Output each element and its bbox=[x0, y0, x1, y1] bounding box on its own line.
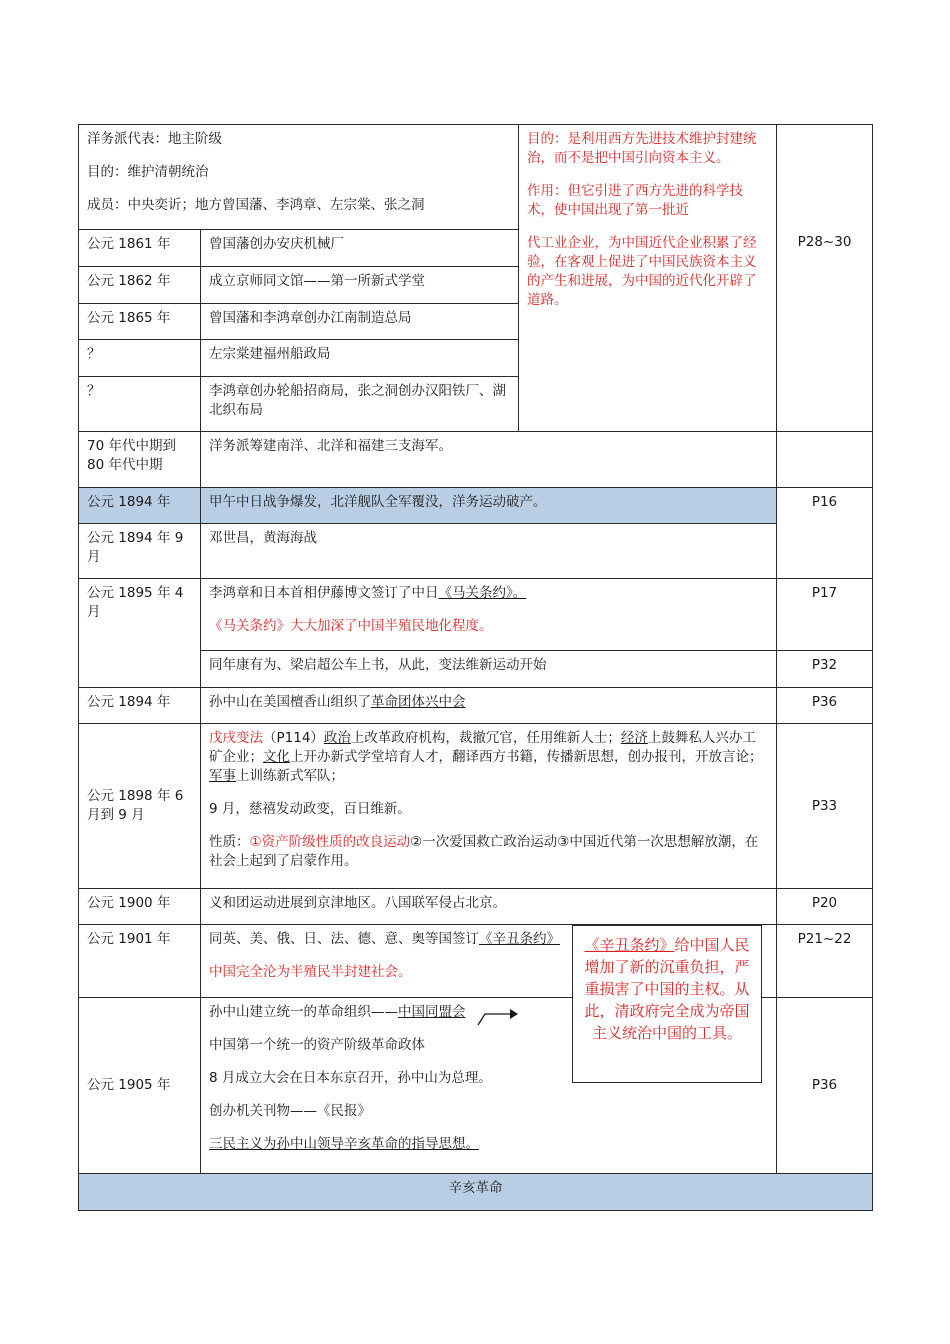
tongmeng-text: 孙中山建立统一的革命组织—— bbox=[209, 1004, 398, 1020]
tongmeng-principle: 三民主义为孙中山领导辛亥革命的指导思想。 bbox=[209, 1136, 479, 1152]
wuxu-culture: 文化 bbox=[263, 749, 290, 765]
tongmeng-founding: 8 月成立大会在日本东京召开，孙中山为总理。 bbox=[209, 1070, 492, 1086]
event-text: 曾国藩和李鸿章创办江南制造总局 bbox=[200, 303, 519, 340]
tongmeng-page-text: P36 bbox=[811, 1077, 838, 1093]
yangwu-eval-goal: 目的：是利用西方先进技术维护封建统治，而不是把中国引向资本主义。 bbox=[527, 131, 757, 166]
event-date: ？ bbox=[78, 339, 201, 377]
event-date: 公元 1865 年 bbox=[78, 303, 201, 340]
tongmeng-paper: 创办机关刊物——《民报》 bbox=[209, 1103, 371, 1119]
tongmeng-org: 中国同盟会 bbox=[398, 1004, 466, 1020]
navy-date: 70 年代中期到 80 年代中期 bbox=[78, 431, 201, 488]
wuxu-title: 戊戌变法 bbox=[209, 730, 263, 746]
event-text: 成立京师同文馆——第一所新式学堂 bbox=[200, 266, 519, 304]
boxer-page-ref: P20 bbox=[776, 888, 873, 925]
xinchou-treaty-name: 《辛丑条约》 bbox=[479, 931, 560, 947]
wuxu-nature-2: ②一次爱国救亡政治运动③中国近代第一次思想解放潮，在社会上起到了启蒙作用。 bbox=[209, 834, 759, 869]
event-text: 曾国藩创办安庆机械厂 bbox=[200, 229, 519, 267]
tongmeng-date-text: 公元 1905 年 bbox=[87, 1077, 171, 1093]
yangwu-eval-effect-1: 作用：但它引进了西方先进的科学技术，使中国出现了第一批近 bbox=[527, 183, 743, 218]
treaty1895-date: 公元 1895 年 4 月 bbox=[78, 578, 201, 688]
yangwu-eval-effect-2: 代工业企业，为中国近代企业积累了经验，在客观上促进了中国民族资本主义的产生和进展，为中国的近代化开辟了道路。 bbox=[527, 235, 757, 308]
xinchou-effect: 中国完全沦为半殖民半封建社会。 bbox=[209, 964, 412, 980]
xinchou-callout bbox=[572, 925, 762, 1083]
xingzhong-text: 孙中山在美国檀香山组织了 bbox=[209, 694, 371, 710]
callout-text: 给中国人民增加了新的沉重负担，严重损害了中国的主权。从此，清政府完全成为帝国主义统治中国的工具。 bbox=[584, 936, 750, 1042]
wuxu-nature-1: ①资产阶级性质的改良运动 bbox=[249, 834, 411, 850]
battle-date: 公元 1894 年 9 月 bbox=[78, 523, 201, 579]
wuxu-economy: 经济 bbox=[620, 730, 648, 746]
wuxu-ref: （P114） bbox=[263, 730, 324, 746]
yangwu-representative: 洋务派代表：地主阶级 bbox=[87, 131, 222, 147]
xingzhong-date: 公元 1894 年 bbox=[78, 687, 201, 724]
xinchou-page-ref: P21~22 bbox=[776, 924, 873, 998]
event-date: 公元 1861 年 bbox=[78, 229, 201, 267]
war1894-date: 公元 1894 年 bbox=[78, 487, 201, 524]
callout-treaty-name: 《辛丑条约》 bbox=[584, 936, 675, 954]
xingzhong-page-ref: P36 bbox=[776, 687, 873, 724]
wuxu-coup: 9 月，慈禧发动政变，百日维新。 bbox=[209, 801, 411, 817]
wuxu-military-text: 上训练新式军队； bbox=[236, 768, 344, 784]
footer-title: 辛亥革命 bbox=[448, 1180, 503, 1196]
battle-text: 邓世昌，黄海海战 bbox=[200, 523, 777, 579]
treaty1895-text: 李鸿章和日本首相伊藤博文签订了中日 bbox=[209, 585, 439, 601]
wuxu-military: 军事 bbox=[209, 768, 236, 784]
xinchou-text: 同英、美、俄、日、法、德、意、奥等国签订 bbox=[209, 931, 479, 947]
wuxu-page-text: P33 bbox=[811, 797, 838, 814]
wuxu-culture-text: 上开办新式学堂培育人才，翻译西方书籍，传播新思想，创办报刊，开放言论； bbox=[290, 749, 763, 765]
kang-text: 同年康有为、梁启超公车上书，从此，变法维新运动开始 bbox=[200, 650, 777, 688]
xingzhong-org: 革命团体兴中会 bbox=[371, 694, 466, 710]
wuxu-politics-text: 上改革政府机构，裁撤冗官，任用维新人士； bbox=[350, 730, 621, 746]
xinchou-date: 公元 1901 年 bbox=[78, 924, 201, 998]
wuxu-politics: 政治 bbox=[323, 730, 351, 746]
event-text: 李鸿章创办轮船招商局，张之洞创办汉阳铁厂、湖北织布局 bbox=[200, 376, 519, 432]
event-date: ？ bbox=[78, 376, 201, 432]
wuxu-nature-label: 性质： bbox=[209, 834, 250, 850]
boxer-date: 公元 1900 年 bbox=[78, 888, 201, 925]
boxer-text: 义和团运动进展到京津地区。八国联军侵占北京。 bbox=[200, 888, 777, 925]
treaty1895-treaty-name: 《马关条约》。 bbox=[438, 585, 527, 601]
treaty1895-effect: 《马关条约》大大加深了中国半殖民地化程度。 bbox=[209, 618, 493, 634]
event-date: 公元 1862 年 bbox=[78, 266, 201, 304]
navy-text: 洋务派筹建南洋、北洋和福建三支海军。 bbox=[200, 431, 777, 488]
yangwu-members: 成员：中央奕䜣；地方曾国藩、李鸿章、左宗棠、张之洞 bbox=[87, 197, 425, 213]
tongmeng-first: 中国第一个统一的资产阶级革命政体 bbox=[209, 1037, 425, 1053]
war1894-page-ref: P16 bbox=[776, 487, 873, 579]
page-ref-text: P28~30 bbox=[797, 234, 852, 250]
wuxu-economy-text: 上鼓舞私人兴办工矿企业； bbox=[209, 730, 756, 765]
treaty1895-page-ref: P17 bbox=[776, 578, 873, 651]
kang-page-ref: P32 bbox=[776, 650, 873, 688]
war1894-text: 甲午中日战争爆发，北洋舰队全军覆没，洋务运动破产。 bbox=[200, 487, 777, 524]
wuxu-date-text: 公元 1898 年 6 月到 9 月 bbox=[87, 788, 184, 823]
yangwu-goal: 目的：维护清朝统治 bbox=[87, 164, 209, 180]
event-text: 左宗棠建福州船政局 bbox=[200, 339, 519, 377]
